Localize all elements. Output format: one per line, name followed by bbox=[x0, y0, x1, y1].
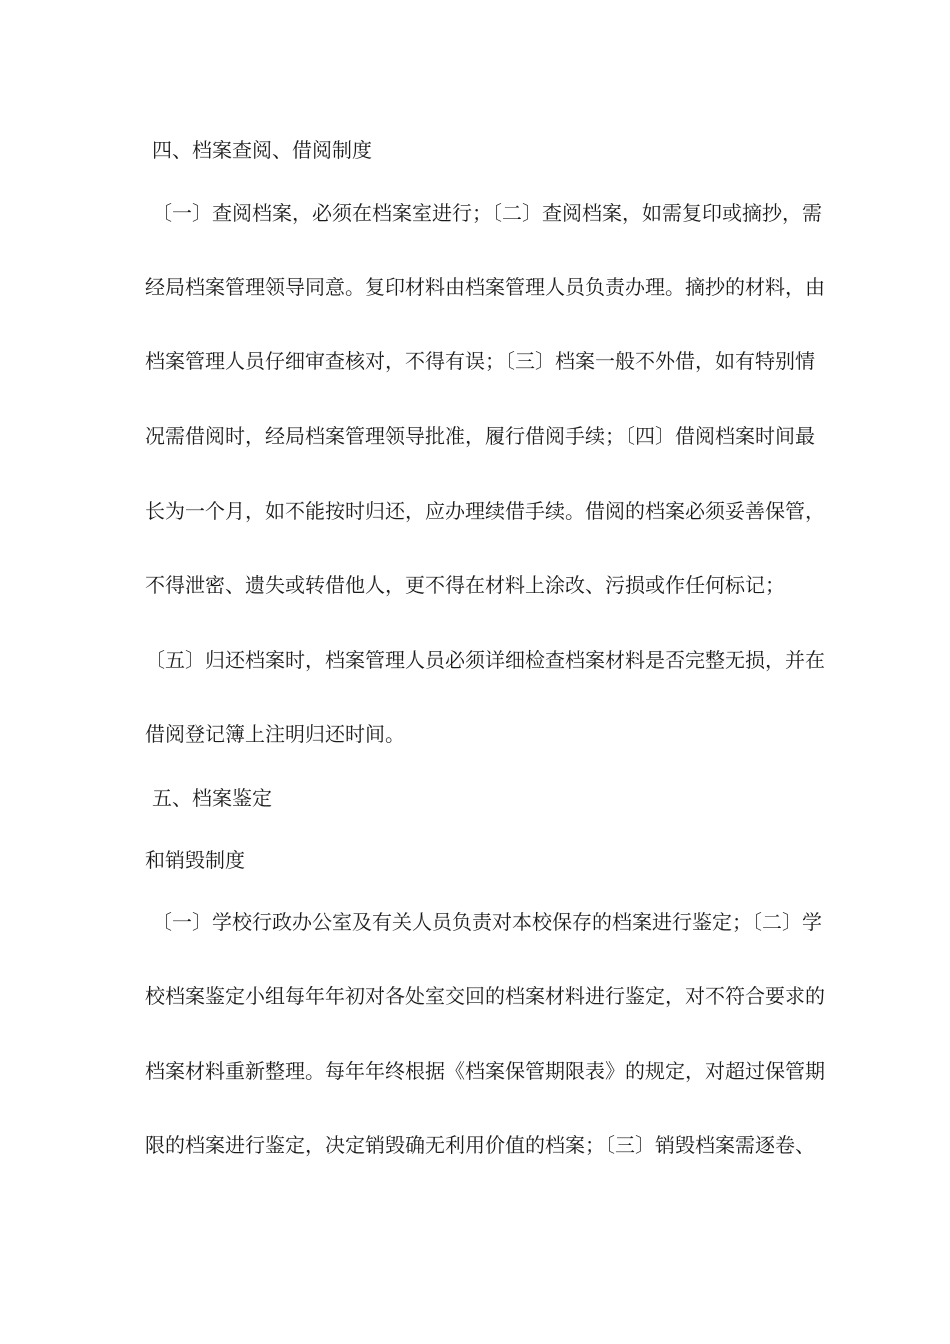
paragraph-line: 校档案鉴定小组每年年初对各处室交回的档案材料进行鉴定，对不符合要求的 bbox=[145, 984, 825, 1008]
paragraph-line: 档案管理人员仔细审查核对，不得有误；〔三〕档案一般不外借，如有特别情 bbox=[145, 349, 815, 373]
paragraph-line: 况需借阅时，经局档案管理领导批准，履行借阅手续；〔四〕借阅档案时间最 bbox=[145, 424, 815, 448]
paragraph-line: 长为一个月，如不能按时归还，应办理续借手续。借阅的档案必须妥善保管， bbox=[145, 499, 825, 523]
section-5-heading-continued: 和销毁制度 bbox=[145, 848, 245, 872]
paragraph-line: 借阅登记簿上注明归还时间。 bbox=[145, 722, 405, 746]
paragraph-line: 经局档案管理领导同意。复印材料由档案管理人员负责办理。摘抄的材料，由 bbox=[145, 275, 825, 299]
section-4-heading: 四、档案查阅、借阅制度 bbox=[152, 138, 372, 162]
section-5-heading: 五、档案鉴定 bbox=[152, 786, 272, 810]
paragraph-line: 不得泄密、遗失或转借他人，更不得在材料上涂改、污损或作任何标记； bbox=[145, 573, 785, 597]
paragraph-line: 限的档案进行鉴定，决定销毁确无利用价值的档案；〔三〕销毁档案需逐卷、 bbox=[145, 1133, 815, 1157]
paragraph-line: 〔五〕归还档案时，档案管理人员必须详细检查档案材料是否完整无损，并在 bbox=[145, 648, 825, 672]
paragraph-line: 档案材料重新整理。每年年终根据《档案保管期限表》的规定，对超过保管期 bbox=[145, 1059, 825, 1083]
paragraph-line: 〔一〕学校行政办公室及有关人员负责对本校保存的档案进行鉴定；〔二〕学 bbox=[152, 910, 822, 934]
paragraph-line: 〔一〕查阅档案，必须在档案室进行；〔二〕查阅档案，如需复印或摘抄，需 bbox=[152, 201, 822, 225]
